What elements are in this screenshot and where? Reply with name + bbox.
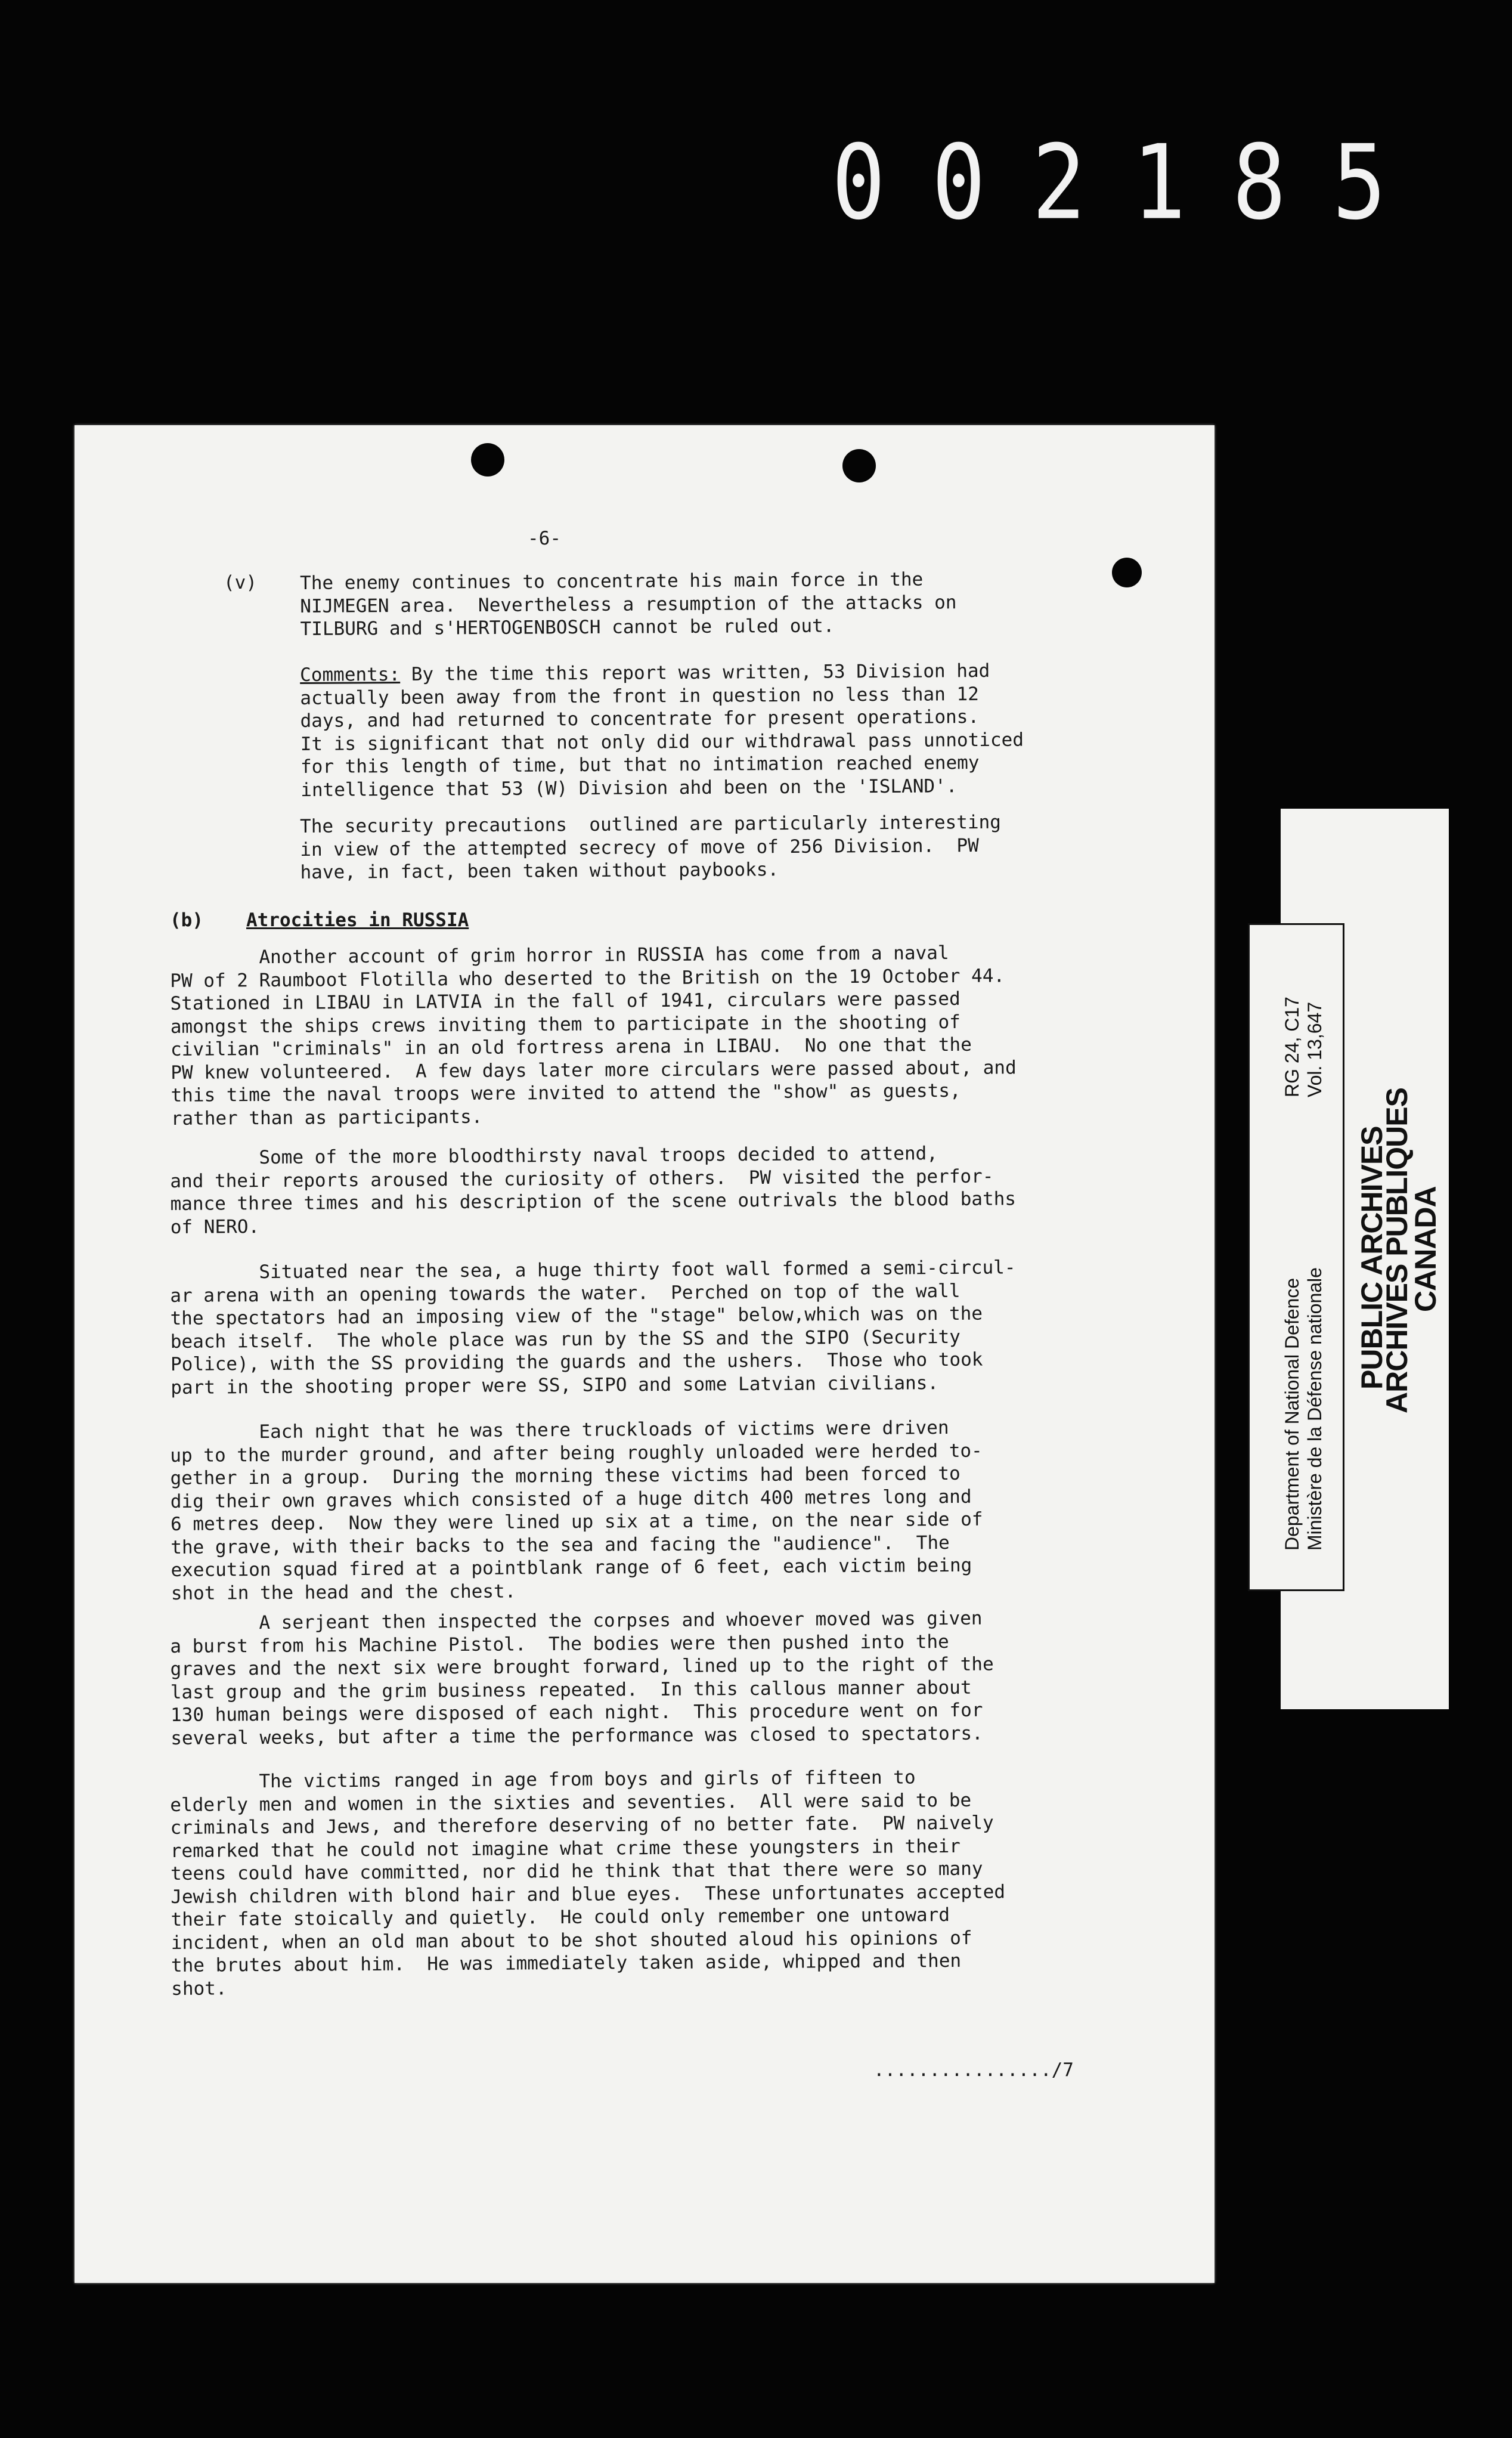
frame-digit: 0: [831, 123, 886, 243]
comments-label: Comments:: [300, 663, 401, 686]
section-b-label: (b): [170, 909, 203, 931]
punch-hole: [842, 449, 876, 482]
stamp-record-group: RG 24, C17: [1281, 997, 1303, 1097]
paragraph: Each night that he was there truckloads of victims were driven up to the murder ground, and after being roughly unloaded were herded to- gether in a group. During the morning these victims had been forced to dig their own graves which consisted of a huge ditch 400 metres long and 6 metres deep. Now they were lined up six at a time, on the near side of the grave, with their backs to the sea and facing the "audience". The execution squad fired at a pointblank range of 6 feet, each victim being shot in the head and the chest.: [170, 1417, 983, 1604]
microfilm-frame-number: [823, 123, 1395, 243]
continued-marker: ................/7: [873, 2059, 1074, 2081]
stamp-public-archives: PUBLIC ARCHIVES: [1355, 1126, 1389, 1390]
paragraph: A serjeant then inspected the corpses and whoever moved was given a burst from his Machine Pistol. The bodies were then pushed into the graves and the next six were brought forward, lined up to the right of the last group and the grim business repeated. In this callous manner about 130 human beings were disposed of each night. This procedure went on for several weeks, but after a time the performance was closed to spectators.: [170, 1607, 994, 1749]
comments-text: By the time this report was written, 53 Division had actually been away from the front in question no less than 12 days, and had returned to concentrate for present operations. It is significant that not only did our withdrawal pass unnoticed for this length of time, but that no intimation reached enemy intelligence that 53 (W) Division ahd been on the 'ISLAND'.: [300, 660, 1024, 801]
stamp-archives-publiques: ARCHIVES PUBLIQUES: [1380, 1088, 1414, 1413]
paragraph: The victims ranged in age from boys and girls of fifteen to elderly men and women in the sixties and seventies. All were said to be criminals and Jews, and therefore deserving of no better fate. PW naively remarked that he could not imagine what crime these youngsters in their teens could have committed, nor did he think that that there were so many Jewish children with blond hair and blue eyes. These unfortunates accepted their fate stoically and quietly. He could only remember one untoward incident, when an old man about to be shot shouted aloud his opinions of the brutes about him. He was immediately taken aside, whipped and then shot.: [170, 1766, 1006, 2000]
paragraph: Some of the more bloodthirsty naval troops decided to attend, and their reports aroused the curiosity of others. PW visited the perfor- mance three times and his description of the scene outrivals the blood baths of NERO.: [170, 1143, 1017, 1238]
page-number: -6-: [528, 528, 561, 549]
security-text: The security precautions outlined are particularly interesting in view of the attempted secrecy of move of 256 Division. PW have, in fact, been taken without paybooks.: [300, 811, 1002, 883]
section-b-title: Atrocities in RUSSIA: [246, 909, 469, 931]
item-v-label: (v): [224, 572, 257, 593]
stamp-department-en: Department of National Defence: [1281, 1277, 1303, 1551]
frame-digit: 5: [1332, 123, 1387, 243]
paragraph: Situated near the sea, a huge thirty foot wall formed a semi-circul- ar arena with an opening towards the water. Perched on top of the wall the spectators had an imposing view of the "stage" below,which was on the beach itself. The whole place was run by the SS and the SIPO (Security Police), with the SS providing the guards and the ushers. Those who took part in the shooting proper were SS, SIPO and some Latvian civilians.: [170, 1257, 1016, 1399]
stamp-canada: CANADA: [1409, 1186, 1442, 1312]
punch-hole: [1112, 558, 1142, 587]
paragraph: Another account of grim horror in RUSSIA has come from a naval PW of 2 Raumboot Flotilla who deserted to the British on the 19 October 44. Stationed in LIBAU in LATVIA in the fall of 1941, circulars were passed amongst the ships crews inviting them to participate in the shooting of civilian "criminals" in an old fortress arena in LIBAU. No one that the PW knew volunteered. A few days later more circulars were passed about, and this time the naval troops were invited to attend the "show" as guests, rather than as participants.: [170, 942, 1017, 1130]
punch-hole: [471, 443, 504, 477]
frame-digit: 8: [1232, 123, 1287, 243]
frame-digit: 2: [1031, 123, 1086, 243]
frame-digit: 1: [1132, 123, 1186, 243]
item-v-text: The enemy continues to concentrate his main force in the NIJMEGEN area. Nevertheless a resumption of the attacks on TILBURG and s'HERTOGENBOSCH cannot be ruled out.: [300, 568, 957, 640]
stamp-department-fr: Ministère de la Défense nationale: [1304, 1267, 1325, 1551]
document-page: [75, 425, 1214, 2283]
stamp-volume: Vol. 13,647: [1304, 1001, 1325, 1097]
comments-block: [300, 660, 1024, 802]
frame-digit: 0: [931, 123, 986, 243]
